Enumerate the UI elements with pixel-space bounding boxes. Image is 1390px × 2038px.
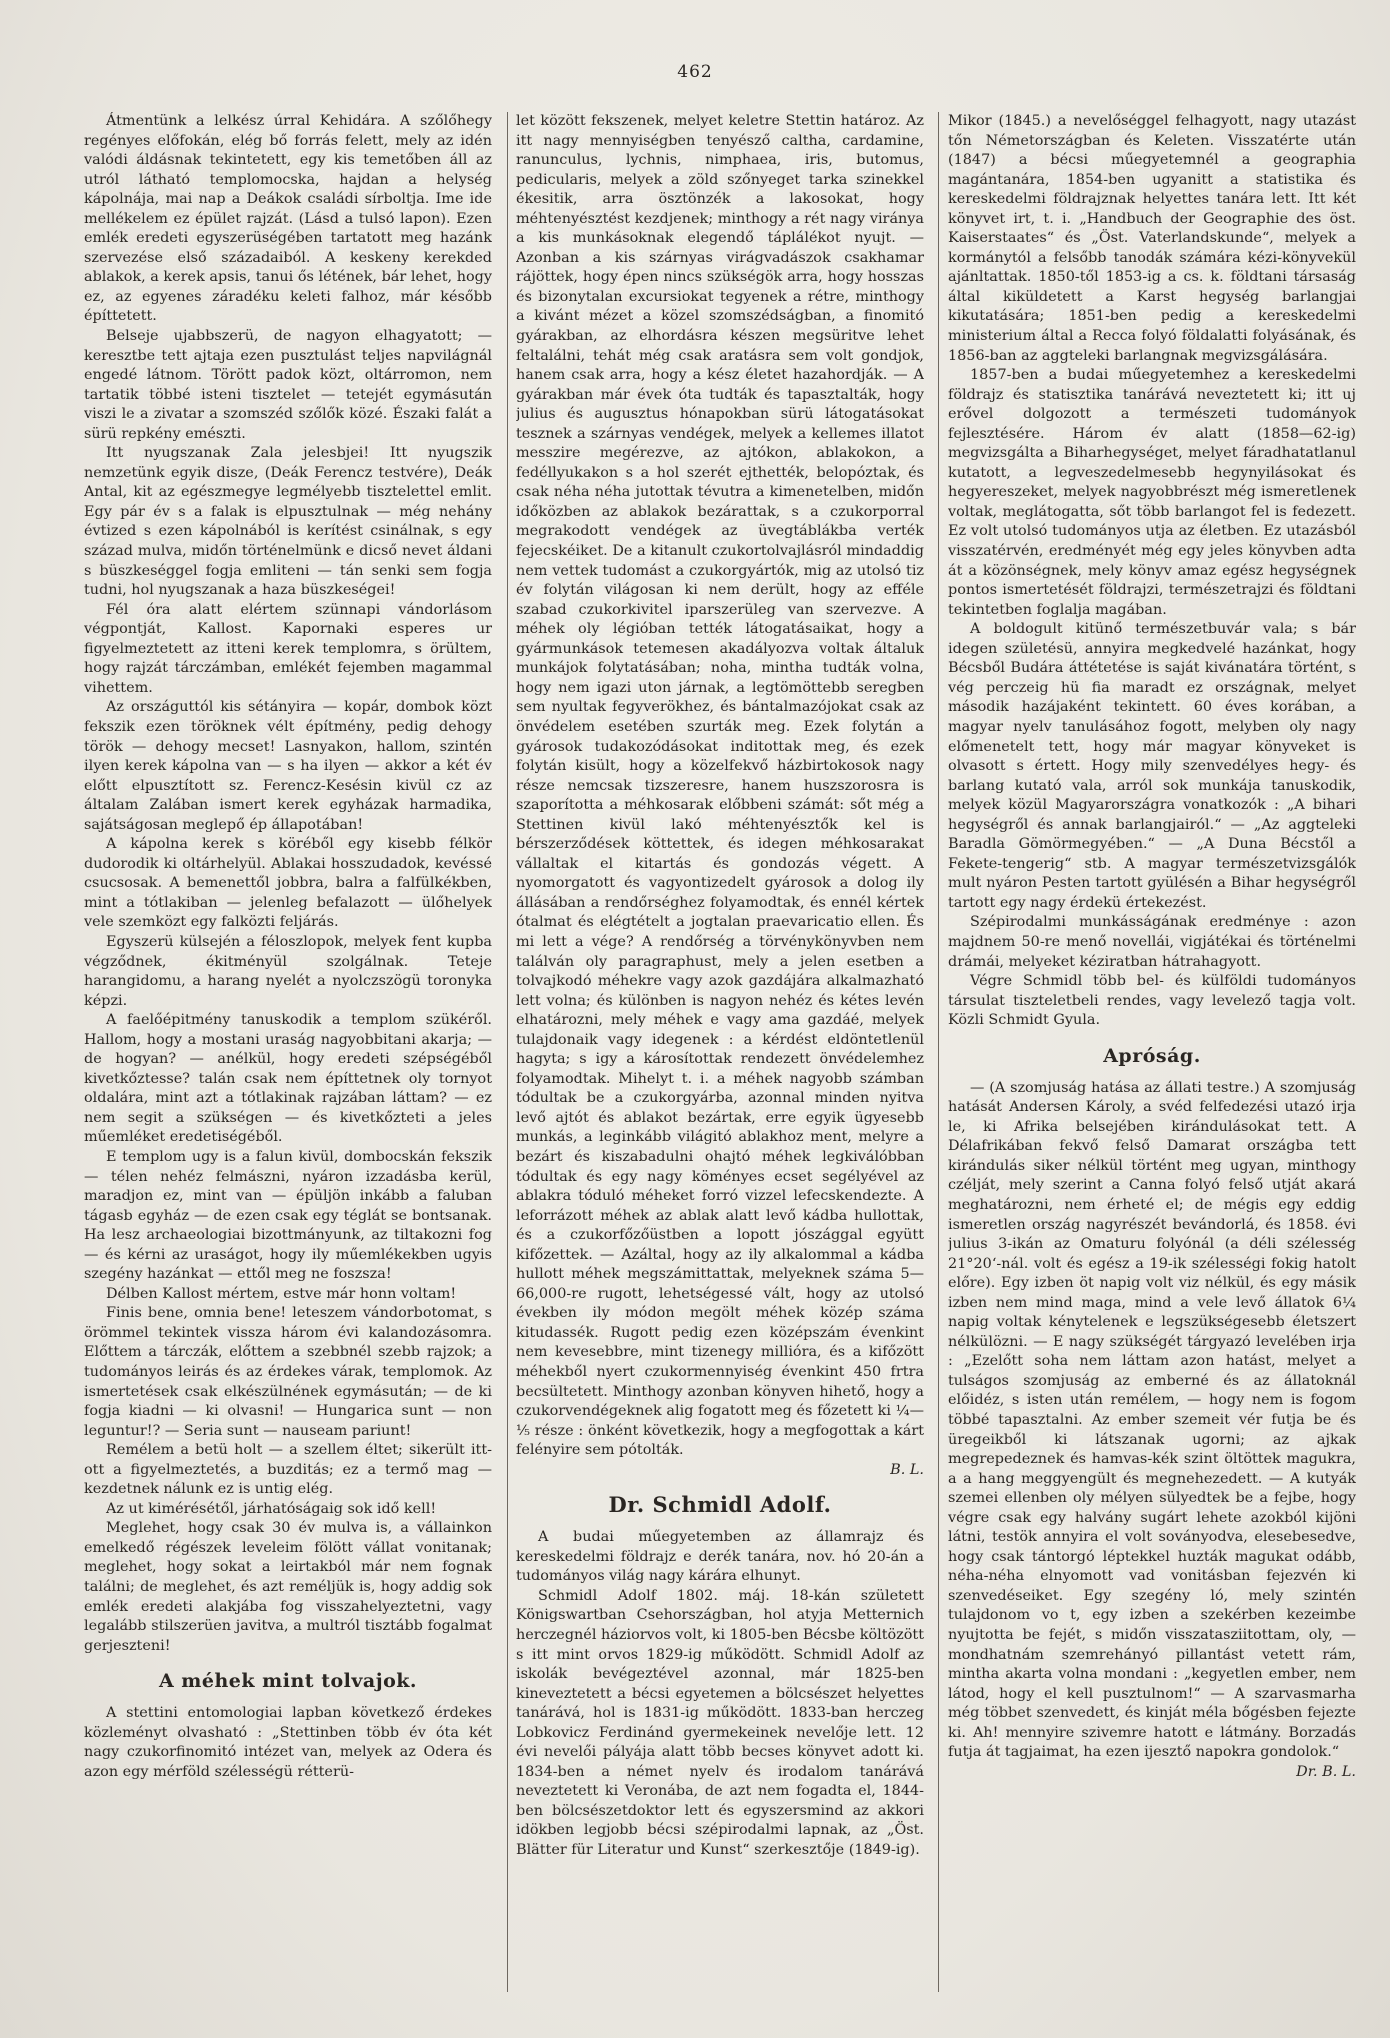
article-heading: A méhek mint tolvajok. <box>158 1670 418 1693</box>
article-paragraph: A kápolna kerek s köréből egy kisebb félkör dudorodik ki oltárhelyül. Ablakai hosszudadok, kevéssé csucsosak. A bemenettől jobbra, balra a falfülkékben, mint a tótlakiban — jelenleg befalazott — ülőhelyek vele szemközt egy falközti feljárás. <box>84 836 492 931</box>
article-paragraph: Szépirodalmi munkásságának eredménye : azon majdnem 50-re menő novellái, vigjátékai és történelmi drámái, melyeket kéziratban hátrahagyott. <box>948 914 1356 970</box>
article-paragraph: let között fekszenek, melyet keletre Stettin határoz. Az itt nagy mennyiségben tenyésző caltha, cardamine, ranunculus, lychnis, nimphaea, iris, butomus, pedicularis, melyek a zöld szőnyeget tarka szinekkel ékesitik, arra ösztönzék a lakosokat, hogy méhtenyésztést kezdjenek; minthogy a rét nagy viránya a kis munkásoknak elegendő táplálékot nyujt. — Azonban a kis szárnyas virágvadászok csakhamar rájöttek, hogy épen nincs szükségök arra, hogy hosszas és bizonytalan excursiokat tegyenek a rétre, minthogy a kivánt mézet a közel szomszédságban, a finomitó gyárakban, az elhordásra készen megsüritve lehet feltalálni, tehát még csak aratásra sem volt gondjok, hanem csak arra, hogy a kész életet hazahordják. — A gyárakban már évek óta tudták és tapasztalták, hogy julius és augusztus hónapokban sürü látogatásokat tesznek a szárnyas vendégek, melyek a kellemes illatot messzire megérezve, az ajtókon, ablakokon, a fedéllyukakon s a hol szerét ejthették, belopóztak, és csak néha néha jutottak tévutra a kimenetelben, midőn időközben az ablakok bezárattak, s a czukorporral megrakodott vendégek az üvegtáblákba verték fejecskéiket. De a kitanult czukortolvajlásról mindaddig nem vettek tudomást a czukorgyártók, mig az utolsó tiz év folytán világosan ki nem derült, hogy az efféle szabad czukorkivitel iparszerüleg van szervezve. A méhek oly légióban tették látogatásaikat, hogy a gyármunkások tetemesen akadályozva voltak általuk munkájok folytatásában; noha, mintha tudták volna, hogy nem igazi uton járnak, a legtömöttebb seregben sem nyultak fegyverökhez, és bántalmazójokat csak az önvédelem esetében szurták meg. Ezek folytán a gyárosok tudakozódásokat inditottak meg, és ezek folytán kisült, hogy a közelfekvő házbirtokosok nagy része nemcsak tizszeresre, hanem huszszorosra is szaporította a méhkosarak előbbeni számát: sőt még a Stettinen kivül lakó méhtenyésztők kel is bérszerződések köttettek, és idegen méhkosarakat vállaltak el kitartás és gondozás végett. A nyomorgatott és vagyontizedelt gyárosok a dolog ily állásában a rendőrséghez folyamodtak, és ennél kértek ótalmat és elégtételt a jogtalan praevaricatio ellen. És mi lett a vége? A rendőrség a törvénykönyvben nem találván oly paragraphust, mely a jelen esetben a tolvajkodó méhekre vagy azok gazdájára alkalmazható lett volna; és különben is nagyon nehéz és kétes levén elhatározni, mely méhek e vagy ama gazdáé, melyek tulajdonaik vagy idegenek : a kérdést eldöntetlenül hagyta; s igy a károsítottak rendezett önvédelemhez folyamodtak. Mihelyt t. i. a méhek nagyobb számban tódultak be a czukorgyárba, azonnal minden nyitva levő ajtót és ablakot bezártak, erre egyik ügyesebb munkás, a leginkább világitó ablakhoz ment, melyre a bezárt és kiszabadulni ohajtó méhek legkiválóbban tódultak és egy nagy köményes ecset segélyével az ablakra tóduló méheket forró vizzel lefecskendezte. A leforrázott méhek az ablak alatt levő kádba hullottak, és a czukorfőzőüstben a lopott jószággal együtt kifőzettek. — Azáltal, hogy az ily alkalommal a kádba hullott méhek megszámittattak, melyeknek száma 5—66,000-re rugott, lehetségessé vált, hogy az utolsó években ily módon megölt méhek közép száma kitudassék. Rugott pedig ezen középszám évenkint nem kevesebbre, mint tizenegy millióra, és a kifőzött méhekből nyert czukormennyiség évenkint 450 frtra becsültetett. Minthogy azonban könyven hihető, hogy a czukorvendégeknek alig fogatott meg és főzetett ki ¼—⅕ része : önként következik, hogy a megfogottak a kárt felényire sem pótolták. <box>516 113 924 1459</box>
article-paragraph: — (A szomjuság hatása az állati testre.) A szomjuság hatását Andersen Károly, a svéd felfedezési utazó irja le, ki Afrika belsejében kirándulásokat tett. A Délafrikában fekvő felső Damarat országba tett kirándulás siker nélkül történt meg ugyan, minthogy czélját, mely szerint a Canna folyó felső utját akará meghatározni, nem érheté el; de mégis egy eddig ismeretlen ország nagyrészét bevándorlá, és 1858. évi julius 3-ikán az Omaturu folyónál (a déli szélesség 21°20‘-nál. volt és egész a 19-ik szélességi fokig hatolt előre). Egy izben öt napig volt viz nélkül, és egy másik izben nem mind maga, mind a vele levő állatok 6¼ napig voltak kénytelenek e legszükségesebb életszert nélkülözni. — E nagy szükségét tárgyazó levelében irja : „Ezelőtt soha nem láttam azon hatást, melyet a tulságos szomjuság az emberné és az állatoknál előidéz, s isten után remélem, — hogy nem is fogom többé tapasztalni. Az ember szemeit vér futja be és üregeikből ki látszanak ugorni; az ajkak megrepedeznek és hamvas-kék szint öltöttek magukra, a a hang meggyengült és megnehezedett. — A kutyák szemei ellenben oly mélyen sülyedtek be a fejbe, hogy végre csak egy halvány sugárt lehete azokból kijöni látni, testök annyira el volt soványodva, elesebesedve, hogy csak tántorgó léptekkel huzták magukat odább, néha-néha elnyomott vad vonitásban fejezvén ki szenvedéseiket. Egy szegény ló, mely szintén tulajdonom vo t, egy izben a szekérben kezeimbe nyujtotta be fejét, s midőn visszatasziitottam, oly, — mondhatnám szemrehányó pillantást vetett rám, mintha akarta volna mondani : „kegyetlen ember, nem látod, hogy el kell pusztulnom!“ — A szarvasmarha még többet szenvedett, és kinját méla bőgésben fejezte ki. Ah! mennyire szivemre hatott e látmány. Borzadás futja át tagjaimat, ha ezen ijesztő napokra gondolok.“ <box>948 1079 1356 1761</box>
article-paragraph: Belseje ujabbszerü, de nagyon elhagyatott; — keresztbe tett ajtaja ezen pusztulást teljes napvilágnál engedé látnom. Törött padok közt, oltárromon, nem tartatik többé isteni tisztelet — tetejét egymásután viszi le a zivatar a szomszéd szőlők közé. Északi falát a sürü repkény emészti. <box>84 328 492 442</box>
column-3 <box>948 112 1356 2002</box>
article-paragraph: Végre Schmidl több bel- és külföldi tudományos társulat tiszteletbeli rendes, vagy levelező tagja volt. Közli Schmidt Gyula. <box>948 973 1356 1029</box>
column-divider-2 <box>938 112 939 1992</box>
article-paragraph: Délben Kallost mértem, estve már honn voltam! <box>106 1285 457 1302</box>
article-paragraph: Schmidl Adolf 1802. máj. 18-kán született Königswartban Csehországban, hol atyja Metternich herczegnél háziorvos volt, ki 1805-ben Bécsbe költözött s itt mint orvos 1829-ig működött. Schmidl Adolf az iskolák bevégeztével azonnal, már 1825-ben kineveztetett a bécsi egyetemen a bölcsészet helyettes tanárává, hol is 1831-ig működött. 1833-ban herczeg Lobkovicz Ferdinánd gyermekeinek nevelője lett. 12 évi nevelői pályája alatt több becses könyvet adott ki. 1834-ben a német nyelv és irodalom tanárává neveztetett ki Veronába, de azt nem fogadta el, 1844-ben bölcsészetdoktor lett és egyszersmind az akkori idökben legjobb bécsi szépirodalmi lapnak, az „Öst. Blätter für Literatur und Kunst“ szerkesztője (1849-ig). <box>516 1587 924 1859</box>
article-paragraph: Az ut kimérésétől, járhatóságaig sok idő kell! <box>106 1500 437 1517</box>
article-paragraph: Fél óra alatt elértem szünnapi vándorlásom végpontját, Kallost. Kapornaki esperes ur figyelmeztetett az itteni kerek templomra, s örültem, hogy rajzát tárczámban, emlékét fejemben magammal vihettem. <box>84 601 492 696</box>
article-paragraph: A faelőépitmény tanuskodik a templom szükéről. Hallom, hogy a mostani uraság nagyobbitani akarja; — de hogyan? — anélkül, hogy eredeti szépségéből kivetkőztesse? talán csak nem építtetnek oly tornyot oldalára, mint azt a tótlakinak rajzában láttam? — ez nem segit a szükségen — és kivetkőzteti a jeles műemléket eredetiségéből. <box>84 1012 492 1146</box>
article-paragraph: Remélem a betü holt — a szellem éltet; sikerült itt-ott a figyelmeztetés, a buzditás; ez a termő mag — kezdetnek nálunk ez is untig elég. <box>84 1442 492 1498</box>
article-paragraph: Az országuttól kis sétányira — kopár, dombok közt fekszik ezen töröknek vélt építmény, pedig dehogy török — dehogy mecset! Lasnyakon, hallom, szintén ilyen kerek kápolna van — s ha ilyen — akkor a két év előtt elpusztított sz. Ferencz-Kesésin kivül cz az általam Zalában ismert kerek egyházak harmadika, sajátságosan meglepő ép állapotában! <box>84 699 492 833</box>
article-paragraph: 1857-ben a budai műegyetemhez a kereskedelmi földrajz és statisztika tanárává neveztetett ki; itt uj erővel dolgozott a természeti tudományok fejlesztésére. Három év alatt (1858—62-ig) megvizsgálta a Biharhegységet, melyet fáradhatatlanul kutatott, a legveszedelmesebb hegynyilásokat és hegyereszeket, melyek nagyobbrészt még ismeretlenek voltak, meglátogatta, sőt több barlangot fel is fedezett. Ez volt utolsó tudományos utja az életben. Ez utazásból visszatérvén, eredményét még egy jeles könyvben adta át a közönségnek, mely könyv amaz egész hegységnek pontos ismertetését földrajzi, természetrajzi és földtani tekintetben foglalja magában. <box>948 367 1356 618</box>
page-number: 462 <box>677 62 713 82</box>
article-paragraph: A budai műegyetemben az államrajz és kereskedelmi földrajz e derék tanára, nov. hó 20-án a tudományos világ nagy kárára elhunyt. <box>516 1529 924 1585</box>
column-2 <box>516 112 924 2002</box>
column-1 <box>84 112 492 2002</box>
article-paragraph: A boldogult kitünő természetbuvár vala; s bár idegen születésü, annyira megkedvelé hazánkat, hogy Bécsből Budára áttétetése is saját kivánatára történt, s vég perczeig hü fia maradt ez országnak, melyet második hazájaként tekintett. 60 éves korában, a magyar nyelv tanulásához fogott, melyben oly nagy előmenetelt tett, hogy már magyar könyveket is olvasott s értett. Hogy mily szenvedélyes hegy- és barlang kutató vala, arról sok munkája tanuskodik, melyek közül Magyarországra vonatkozók : „A bihari hegységről és annak barlangjairól.“ — „Az aggteleki Baradla Gömörmegyében.“ — „A Duna Bécstől a Fekete-tengerig“ stb. A magyar természetvizsgálók mult nyáron Pesten tartott gyülésén a Bihar hegységről tartott egy nagy érdekü értekezést. <box>948 621 1356 911</box>
article-heading: Dr. Schmidl Adolf. <box>608 1492 832 1518</box>
article-paragraph: Meglehet, hogy csak 30 év mulva is, a vállainkon emelkedő régészek leveleim fölött vállat vonitanak; meglehet, hogy sokat a leirtakból már nem fognak találni; de meglehet, és azt reméljük is, hogy addig sok emlék eredeti alakjába fog visszahelyeztetni, vagy legalább stilszerüen javitva, a multról tisztább fogalmat gerjeszteni! <box>84 1520 492 1654</box>
article-paragraph: A stettini entomologiai lapban következő érdekes közleményt olvasható : „Stettinben több év óta két nagy czukorfinomitó intézet van, melyek az Odera és azon egy mérföld szélességü rétterü- <box>84 1705 492 1780</box>
article-paragraph: Átmentünk a lelkész úrral Kehidára. A szőlőhegy regényes előfokán, elég bő forrás felett, mely az idén valódi áldásnak tekintetett, egy kis temetőben áll az utról látható templomocska, hajdan a helység kápolnája, mai nap a Deákok családi sírboltja. Ime ide mellékelem ez épület rajzát. (Lásd a tulsó lapon). Ezen emlék eredeti egyszerüségében tartatott meg hazánk szervezése első századaiból. A keskeny kerekded ablakok, a kerek apsis, tanui ős létének, bár lehet, hogy ez, az egyenes záradéku keleti falhoz, már később építtetett. <box>84 113 492 325</box>
article-signature: B. L. <box>890 1461 924 1478</box>
article-paragraph: Itt nyugszanak Zala jelesbjei! Itt nyugszik nemzetünk egyik disze, (Deák Ferencz testvére), Deák Antal, kit az egészmegye legmélyebb tisztelettel emlit. Egy pár év s a falak is elpusztulnak — még nehány évtized s ezen kápolnából is kerítést csinálnak, s egy század mulva, midőn történelmünk e dicső nevet áldani s büszkeséggel fogja emliteni — tán senki sem fogja tudni, hol nyugszanak a haza büszkeségei! <box>84 445 492 599</box>
article-paragraph: Mikor (1845.) a nevelőséggel felhagyott, nagy utazást tőn Németországban és Keleten. Visszatérte után (1847) a bécsi műegyetemnél a geographia magántanára, 1854-ben ugyanitt a statistika és kereskedelmi földrajznak helyettes tanára lett. Itt két könyvet irt, t. i. „Handbuch der Geographie des öst. Kaiserstaates“ és „Öst. Vaterlandskunde“, melyek a kormánytól a felsőbb tanodák számára kézi-könyvekül ajánltattak. 1850-től 1853-ig a cs. k. földtani társaság által kiküldetett a Karst hegység barlangjai kikutatására; 1851-ben pedig a kereskedelmi ministerium által a Recca folyó földalatti folyásának, és 1856-ban az aggteleki barlangnak megvizsgálására. <box>948 113 1356 364</box>
article-paragraph: E templom ugy is a falun kivül, dombocskán fekszik — télen nehéz felmászni, nyáron izzadásba kerül, maradjon ez, mint van — épüljön inkább a faluban tágasb egyház — de ezen csak egy téglát se bontsanak. Ha lesz archaeologiai bizottmányunk, az tiltakozni fog — és kérni az uraságot, hogy ily műemlékekben ugyis szegény hazánkat — ettől meg ne foszsza! <box>84 1148 492 1283</box>
article-signature: Dr. B. L. <box>1296 1763 1356 1780</box>
article-paragraph: Finis bene, omnia bene! leteszem vándorbotomat, s örömmel tekintek vissza három évi kalandozásomra. Előttem a tárczák, előttem a szebbnél szebb rajzok; a tudományos leirás és az érdekes várak, templomok. Az ismertetések csak elkészülnének egymásután; — de ki fogja kiadni — ki olvasni! — Hungarica sunt — non leguntur!? — Seria sunt — nauseam pariunt! <box>84 1305 492 1439</box>
article-heading: Apróság. <box>1103 1044 1201 1067</box>
article-paragraph: Egyszerü külsején a féloszlopok, melyek fent kupba végződnek, ékitményül szolgálnak. Teteje harangidomu, a harang nyelét a nyolczszögü toronyka képzi. <box>84 933 492 1009</box>
column-divider-1 <box>507 112 508 1992</box>
